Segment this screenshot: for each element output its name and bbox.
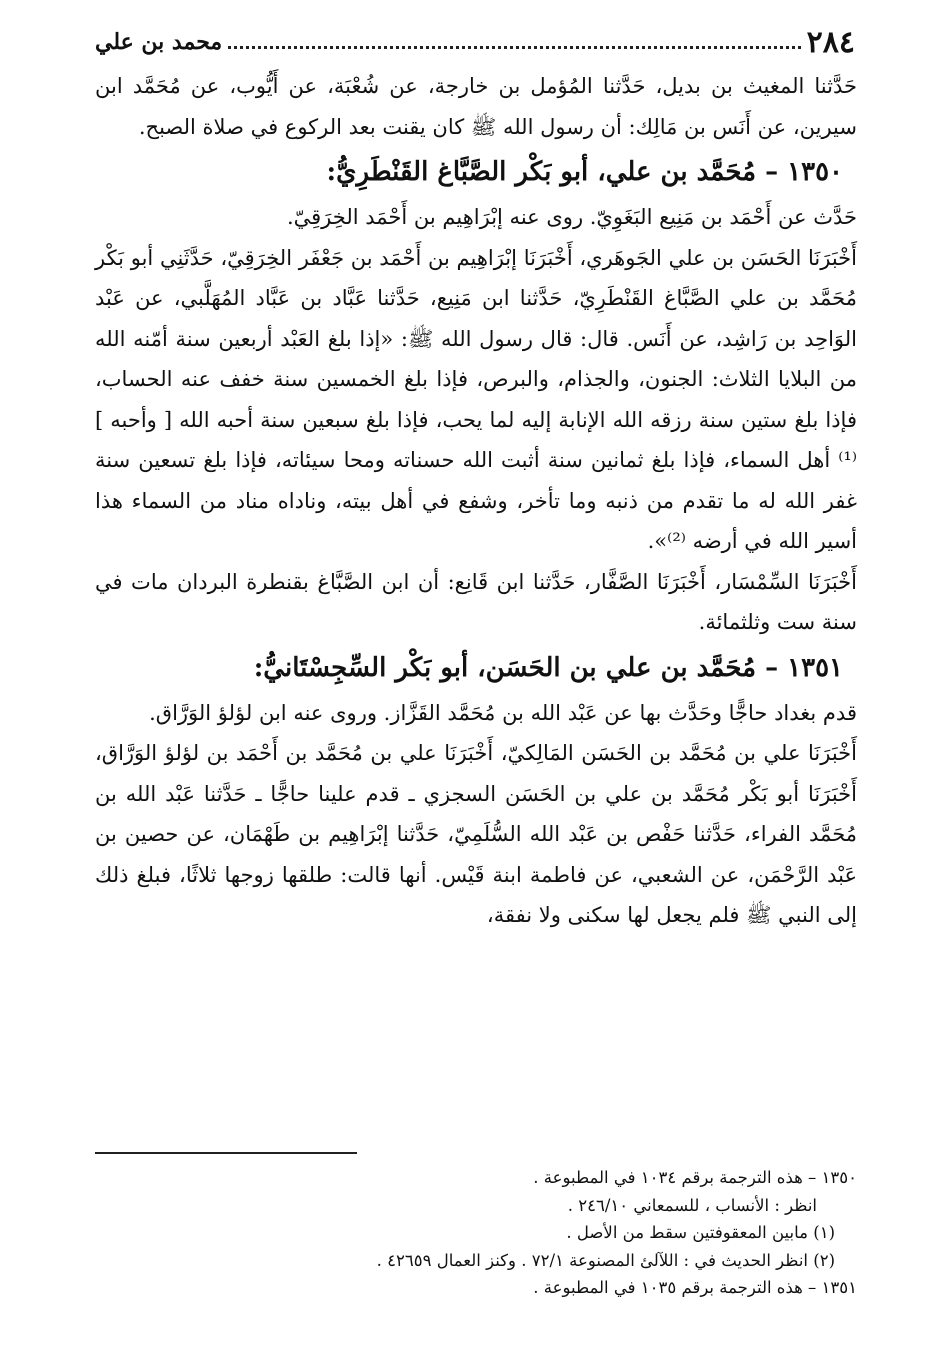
- paragraph-continued: حَدَّثنا المغيث بن بديل، حَدَّثنا المُؤمل بن خارجة، عن شُعْبَة، عن أَيُّوب، عن مُحَمَّد ابن سيرين، عن أَنَس بن مَالِك: أن رسول الله ﷺ كان يقنت بعد الركوع في صلاة الصبح.: [95, 74, 857, 139]
- footnote-1351: ١٣٥١ – هذه الترجمة برقم ١٠٣٥ في المطبوعة .: [533, 1278, 857, 1297]
- paragraph-bio-1351: قدم بغداد حاجًّا وحَدَّث بها عن عَبْد الله بن مُحَمَّد القَزَّاز. وروى عنه ابن لؤلؤ الوَرَّاق.: [149, 700, 857, 725]
- paragraph-hadith-1351: أَخْبَرَنَا علي بن مُحَمَّد بن الحَسَن المَالِكيّ، أَخْبَرَنَا علي بن مُحَمَّد بن أَحْمَد بن لؤلؤ الوَرَّاق، أَخْبَرَنَا أبو بَكْر مُحَمَّد بن علي بن الحَسَن السجزي ـ قدم علينا حاجًّا ـ حَدَّثنا عَبْد الله بن مُحَمَّد الفراء، حَدَّثنا حَفْص بن عَبْد الله السُّلَمِيّ، حَدَّثنا إبْرَاهِيم بن طَهْمَان، عن حصين بن عَبْد الرَّحْمَن، عن الشعبي، عن فاطمة ابنة قَيْس. أنها قالت: طلقها زوجها ثلاثًا، فبلغ ذلك إلى النبي ﷺ فلم يجعل لها سكنى ولا نفقة،: [95, 741, 857, 927]
- footnote-1: (١) مابين المعقوفتين سقط من الأصل .: [566, 1223, 835, 1242]
- entry-heading-1351: ١٣٥١ – مُحَمَّد بن علي بن الحَسَن، أبو بَكْر السِّجِسْتَانيُّ:: [253, 652, 843, 683]
- footnote-ansab: انظر : الأنساب ، للسمعاني ٢٤٦/١٠ .: [567, 1195, 817, 1215]
- footnote-separator: [95, 1152, 357, 1154]
- entry-heading-1350: ١٣٥٠ – مُحَمَّد بن علي، أبو بَكْر الصَّبَّاغ القَنْطَرِيُّ:: [326, 157, 843, 187]
- page-number: ٢٨٤: [806, 24, 855, 60]
- running-header: [95, 22, 855, 62]
- paragraph-hadith-1350: أَخْبَرَنَا الحَسَن بن علي الجَوهَري، أَخْبَرَنَا إبْرَاهِيم بن أَحْمَد بن جَعْفَر الخِرَقِيّ، حَدَّثَنِي أبو بَكْر مُحَمَّد بن علي الصَّبَّاغ القَنْطَرِيّ، حَدَّثنا ابن مَنِيع، حَدَّثنا عَبَّاد بن عَبَّاد المُهَلَّبي، عن عَبْد الوَاحِد بن رَاشِد، عن أَنَس. قال: قال رسول الله ﷺ: «إذا بلغ العَبْد أربعين سنة أمّنه الله من البلايا الثلاث: الجنون، والجذام، والبرص، فإذا بلغ الخمسين سنة خفف عنه الحساب، فإذا بلغ ستين سنة رزقه الله الإنابة إليه لما يحب، فإذا بلغ سبعين سنة أحبه الله [ وأحبه ] ⁽¹⁾ أهل السماء، فإذا بلغ ثمانين سنة أثبت الله حسناته ومحا سيئاته، فإذا بلغ تسعين سنة غفر الله له ما تقدم من ذنبه وما تأخر، وشفع في أهل بيته، وناداه مناد من السماء هذا أسير الله في أرضه ⁽²⁾».: [95, 245, 857, 553]
- dotted-leader: [228, 46, 800, 49]
- footnotes: [95, 1164, 857, 1302]
- footnote-2: (٢) انظر الحديث في : اللآلئ المصنوعة ٧٢/١ . وكنز العمال ٤٢٦٥٩ .: [376, 1250, 835, 1270]
- running-title: محمد بن علي: [95, 29, 223, 55]
- paragraph-death-1350: أَخْبَرَنَا السِّمْسَار، أَخْبَرَنَا الصَّفَّار، حَدَّثنا ابن قَانِع: أن ابن الصَّبَّاغ بقنطرة البردان مات في سنة ست وثلثمائة.: [95, 569, 857, 634]
- paragraph-bio-1350: حَدَّث عن أَحْمَد بن مَنِيع البَغَوِيّ. روى عنه إبْرَاهِيم بن أَحْمَد الخِرَقِيّ.: [286, 205, 857, 229]
- main-text: [95, 66, 857, 936]
- footnote-1350: ١٣٥٠ – هذه الترجمة برقم ١٠٣٤ في المطبوعة .: [533, 1168, 857, 1187]
